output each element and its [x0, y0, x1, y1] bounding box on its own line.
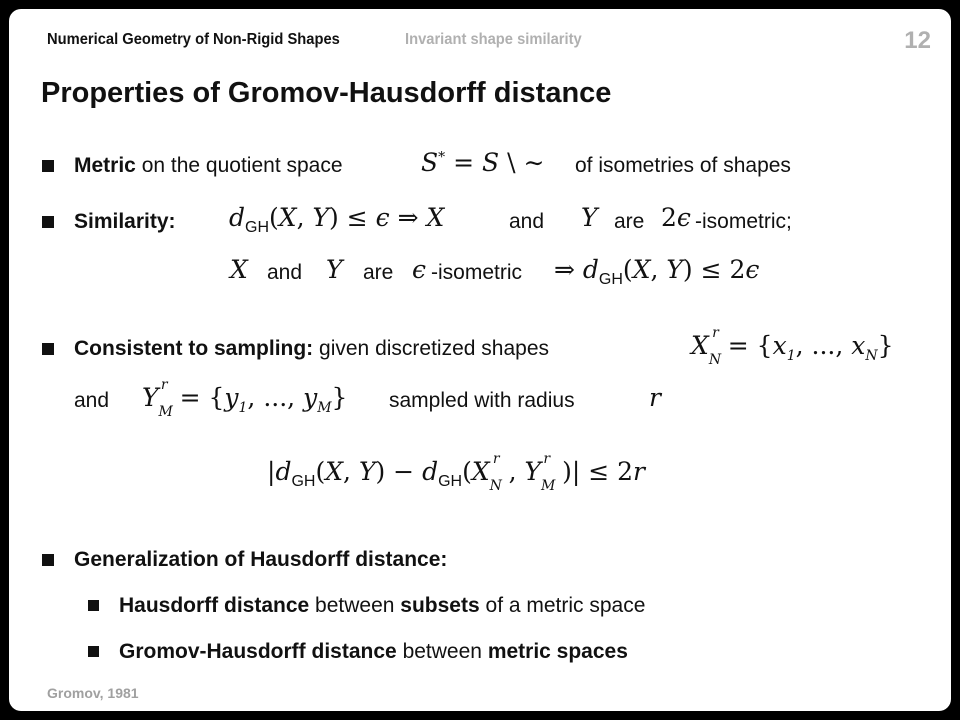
gh-distance-term: Gromov-Hausdorff distance — [119, 640, 397, 663]
slide-number: 12 — [904, 27, 931, 54]
bullet-marker — [42, 160, 54, 172]
similarity-label: Similarity: — [74, 210, 176, 233]
var-r: r — [649, 383, 661, 412]
bullet-marker — [42, 216, 54, 228]
bullet-marker — [42, 343, 54, 355]
metric-line — [74, 154, 343, 178]
slide — [9, 9, 951, 711]
metric-text-2: of isometries of shapes — [575, 154, 791, 177]
implication-formula: ⇒ $d_{GH}(X$, Y) ≤ 2ϵ — [554, 255, 760, 288]
sub-bullet-gromov-hausdorff — [119, 640, 628, 664]
metric-text: on the quotient space — [141, 154, 343, 177]
bullet-marker — [42, 554, 54, 566]
line2-and: and — [267, 261, 303, 284]
between-text-2: between — [402, 640, 482, 663]
similarity-isometric: -isometric; — [695, 210, 792, 233]
xn-sample-formula: $X_N^r = \{x_1$, ..., $x_N$} — [691, 324, 894, 368]
two-epsilon: 2ϵ — [661, 203, 691, 232]
slide-title: Properties of Gromov-Hausdorff distance — [41, 77, 612, 109]
citation: Gromov, 1981 — [47, 685, 139, 701]
var-y: Y — [581, 203, 598, 232]
course-title: Numerical Geometry of Non-Rigid Shapes — [47, 31, 340, 48]
between-text: between — [315, 594, 395, 617]
ym-sample-formula: $Y_M^r = \{y_1$, ..., $y_M$} — [142, 376, 348, 420]
consistent-and: and — [74, 389, 110, 412]
generalization-label: Generalization of Hausdorff distance: — [74, 548, 448, 571]
quotient-space-formula: S* = S \ ∼ — [421, 148, 545, 177]
sub-bullet-marker — [88, 646, 99, 657]
sub-bullet-hausdorff — [119, 594, 645, 618]
lecture-topic: Invariant shape similarity — [405, 31, 582, 48]
consistent-text: given discretized shapes — [319, 337, 549, 360]
epsilon: ϵ — [412, 255, 427, 284]
consistent-text-2: sampled with radius — [389, 389, 575, 412]
sub-bullet-marker — [88, 600, 99, 611]
similarity-are: are — [614, 210, 645, 233]
similarity-formula: $d_{GH}(X$, Y) ≤ ϵ ⇒ X — [229, 203, 445, 236]
hausdorff-distance-term: Hausdorff distance — [119, 594, 310, 617]
similarity-and: and — [509, 210, 545, 233]
consistent-line — [74, 337, 549, 361]
consistent-label: Consistent to sampling: — [74, 337, 314, 360]
var-y-2: Y — [326, 255, 343, 284]
line2-are: are — [363, 261, 394, 284]
var-x: X — [230, 255, 248, 284]
line2-isometric: -isometric — [431, 261, 523, 284]
metric-spaces-term: metric spaces — [487, 640, 628, 663]
sampling-bound-formula: $|d_{GH}(X$, $Y) - d_{GH}(X_N^r$ , $Y_M^r$ )| ≤ 2r — [267, 450, 645, 494]
metric-label: Metric — [74, 154, 136, 177]
metric-space-text: of a metric space — [485, 594, 646, 617]
subsets-term: subsets — [400, 594, 480, 617]
